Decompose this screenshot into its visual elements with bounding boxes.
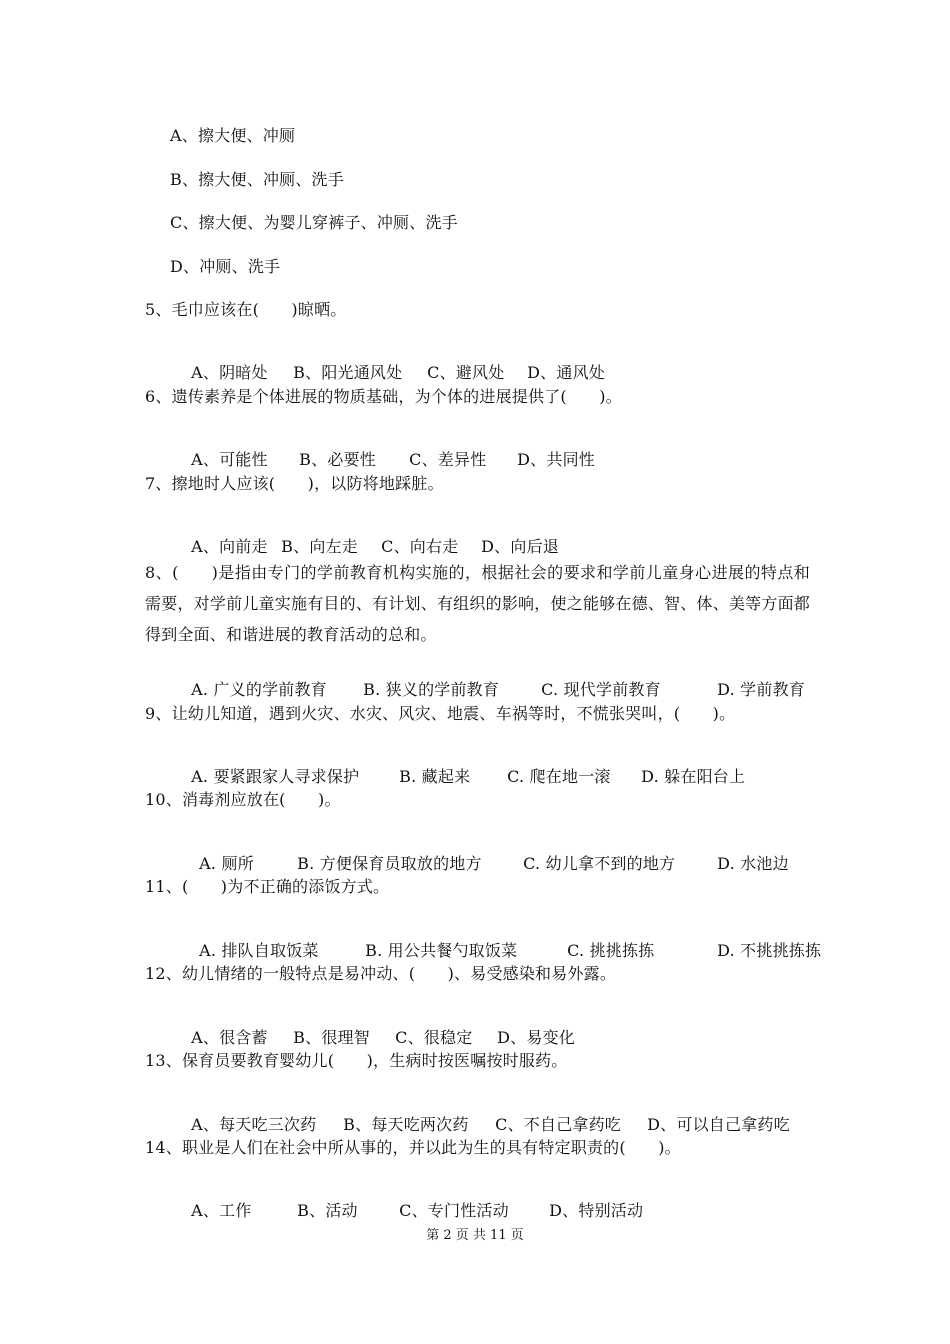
- q6-option-d: D、共同性: [517, 450, 595, 469]
- q12-option-d: D、易变化: [497, 1028, 575, 1047]
- q8-option-a: A. 广义的学前教育: [191, 680, 327, 699]
- q8-text: 8、( )是指由专门的学前教育机构实施的，根据社会的要求和学前儿童身心进展的特点和需要，对学前儿童实施有目的、有计划、有组织的影响，使之能够在德、智、体、美等方面都得到全面、和谐进展的教育活动的总和。: [145, 563, 810, 644]
- q4-option-b: B、擦大便、冲厕、洗手: [170, 170, 344, 189]
- q13-option-c: C、不自己拿药吃: [495, 1115, 621, 1134]
- q10-text: 10、消毒剂应放在( )。: [145, 790, 341, 809]
- q5-option-b: B、阳光通风处: [293, 363, 403, 382]
- q7-option-c: C、向右走: [381, 537, 459, 556]
- page-number-footer: 第 2 页 共 11 页: [426, 1228, 524, 1243]
- q10-option-b: B. 方便保育员取放的地方: [297, 854, 482, 873]
- q6-text: 6、遗传素养是个体进展的物质基础，为个体的进展提供了( )。: [145, 387, 622, 406]
- q14-text: 14、职业是人们在社会中所从事的，并以此为生的具有特定职责的( )。: [145, 1138, 681, 1157]
- q6-option-a: A、可能性: [191, 450, 268, 469]
- q7-option-d: D、向后退: [481, 537, 559, 556]
- q11-option-a: A. 排队自取饭菜: [199, 941, 319, 960]
- q9-text: 9、让幼儿知道，遇到火灾、水灾、风灾、地震、车祸等时，不慌张哭叫，( )。: [145, 704, 736, 723]
- q9-option-d: D. 躲在阳台上: [641, 767, 746, 786]
- q12-option-c: C、很稳定: [395, 1028, 473, 1047]
- q11-text: 11、( )为不正确的添饭方式。: [145, 877, 390, 896]
- q11-option-c: C. 挑挑拣拣: [567, 941, 655, 960]
- q10-option-a: A. 厕所: [199, 854, 254, 873]
- q6-option-b: B、必要性: [299, 450, 376, 469]
- q13-option-b: B、每天吃两次药: [343, 1115, 469, 1134]
- q12-option-a: A、很含蓄: [191, 1028, 268, 1047]
- q9-option-b: B. 藏起来: [399, 767, 471, 786]
- q13-option-a: A、每天吃三次药: [191, 1115, 317, 1134]
- q13-option-d: D、可以自己拿药吃: [647, 1115, 790, 1134]
- q8-option-c: C. 现代学前教育: [541, 680, 661, 699]
- q10-option-c: C. 幼儿拿不到的地方: [523, 854, 676, 873]
- q9-option-a: A. 要紧跟家人寻求保护: [191, 767, 360, 786]
- q4-option-c: C、擦大便、为婴儿穿裤子、冲厕、洗手: [170, 213, 458, 232]
- q14-option-d: D、特别活动: [549, 1201, 644, 1220]
- q13-text: 13、保育员要教育婴幼儿( )，生病时按医嘱按时服药。: [145, 1051, 568, 1070]
- q4-option-d: D、冲厕、洗手: [170, 257, 281, 276]
- q4-option-a: A、擦大便、冲厕: [170, 126, 296, 145]
- q6-option-c: C、差异性: [409, 450, 487, 469]
- q9-option-c: C. 爬在地一滚: [507, 767, 611, 786]
- q7-text: 7、擦地时人应该( )，以防将地踩脏。: [145, 474, 444, 493]
- q5-option-c: C、避风处: [427, 363, 505, 382]
- q5-text: 5、毛巾应该在( )晾晒。: [145, 300, 347, 319]
- q8-option-d: D. 学前教育: [717, 680, 805, 699]
- q10-option-d: D. 水池边: [717, 854, 789, 873]
- q12-option-b: B、很理智: [293, 1028, 370, 1047]
- q14-option-b: B、活动: [297, 1201, 358, 1220]
- q12-text: 12、幼儿情绪的一般特点是易冲动、( )、易受感染和易外露。: [145, 964, 617, 983]
- q5-option-d: D、通风处: [527, 363, 605, 382]
- q14-option-c: C、专门性活动: [399, 1201, 509, 1220]
- q14-option-a: A、工作: [191, 1201, 252, 1220]
- q7-option-b: B、向左走: [281, 537, 358, 556]
- q11-option-d: D. 不挑挑拣拣: [717, 941, 822, 960]
- q11-option-b: B. 用公共餐勺取饭菜: [365, 941, 518, 960]
- q7-option-a: A、向前走: [191, 537, 268, 556]
- q5-option-a: A、阴暗处: [191, 363, 268, 382]
- q8-option-b: B. 狭义的学前教育: [363, 680, 500, 699]
